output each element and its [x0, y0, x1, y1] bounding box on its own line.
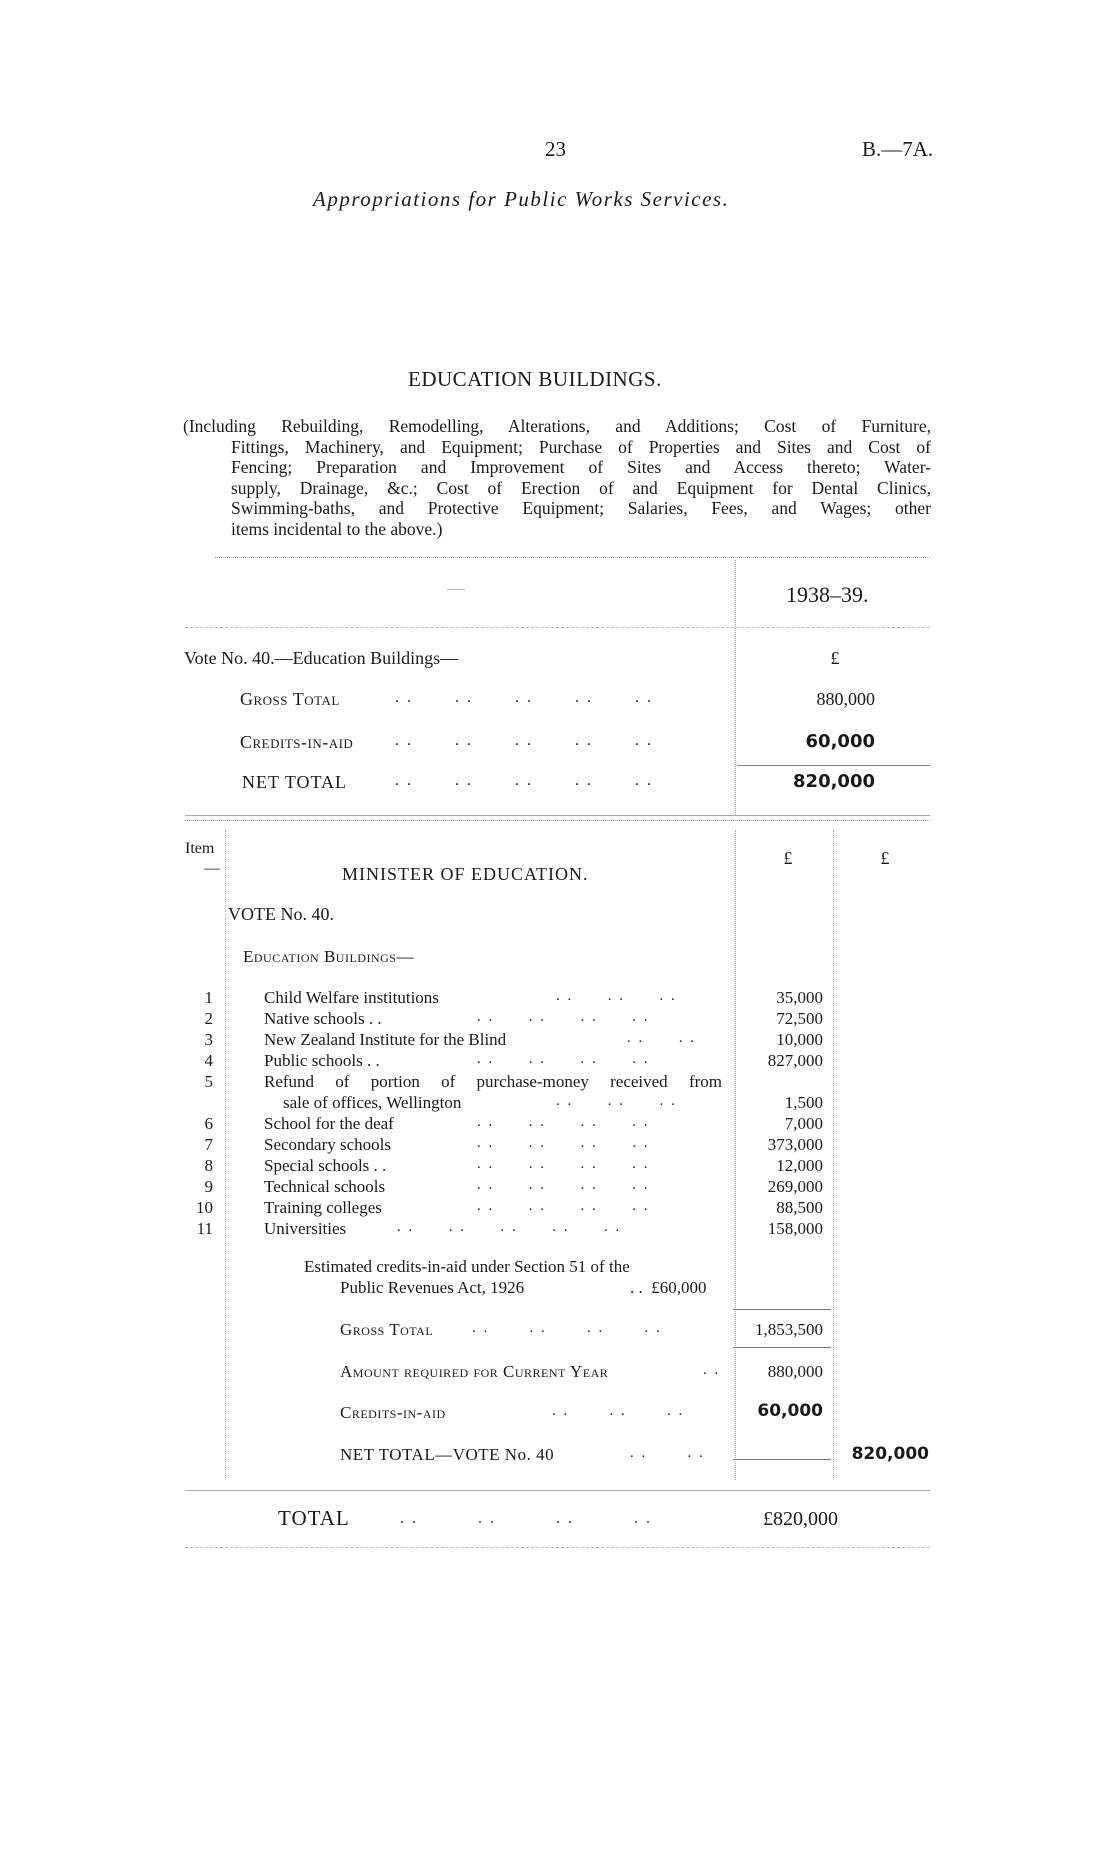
gross-total-dots: . . . . . . . .: [472, 1320, 662, 1336]
item-value: 158,000: [767, 1219, 823, 1238]
item-dots: . . . .: [627, 1030, 696, 1046]
item-label: Public schools . .: [264, 1051, 380, 1070]
item-number: 2: [204, 1009, 213, 1028]
item-number: 3: [204, 1030, 213, 1049]
estimated-credits-amount: . . £60,000: [630, 1278, 707, 1297]
description-line: items incidental to the above.): [231, 518, 443, 539]
description-line: Fittings, Machinery, and Equipment; Purchase of Properties and Sites and Cost of: [231, 436, 931, 457]
vote-label: Vote No. 40.—Education Buildings—: [184, 648, 459, 668]
item-header-dash: —: [204, 860, 220, 877]
net-total-vote-value: 820,000: [851, 1444, 929, 1464]
summary-net-rule: [737, 765, 930, 766]
amount-required-dots: . .: [703, 1362, 721, 1378]
grand-total-dots: . . . . . . . .: [400, 1510, 652, 1527]
item-header: Item: [185, 840, 215, 857]
item-dots: . . . . . . . . . .: [397, 1219, 622, 1235]
item-label: Training colleges: [264, 1198, 382, 1217]
item-number: 1: [204, 988, 213, 1007]
summary-gross-total-label: Gross Total: [240, 689, 340, 709]
item-dots: . . . . . . . .: [477, 1051, 650, 1067]
footer-bottom-rule: [185, 1547, 930, 1548]
detail-currency-1: £: [783, 848, 793, 868]
item-label: Universities: [264, 1219, 347, 1238]
item-label: Secondary schools: [264, 1135, 392, 1154]
description-line: supply, Drainage, &c.; Cost of Erection of and Equipment for Dental Clinics,: [231, 477, 931, 498]
item-label: Technical schools: [264, 1177, 386, 1196]
amount-required-value: 880,000: [767, 1362, 823, 1381]
detail-item-column-rule: [225, 830, 226, 1480]
item-value: 35,000: [776, 988, 823, 1007]
item-number: 10: [196, 1198, 213, 1217]
item-value: 269,000: [767, 1177, 823, 1196]
vote-heading: VOTE No. 40.: [228, 904, 334, 924]
detail-currency-2: £: [880, 848, 890, 868]
item-value: 1,500: [784, 1093, 823, 1112]
item-number: 6: [204, 1114, 213, 1133]
item-label: New Zealand Institute for the Blind: [264, 1030, 507, 1049]
item-number: 11: [196, 1219, 213, 1238]
credits-in-aid-label: Credits-in-aid: [340, 1403, 446, 1422]
item-value: 7,000: [784, 1114, 823, 1133]
item-number: 7: [204, 1135, 213, 1154]
item-dots: . . . . . .: [556, 1093, 677, 1109]
gross-total-label: Gross Total: [340, 1320, 434, 1339]
detail-sub-heading: Education Buildings—: [243, 947, 414, 966]
detail-amount1-column-rule: [735, 830, 736, 1480]
item-value: 72,500: [776, 1009, 823, 1028]
description-line: (Including Rebuilding, Remodelling, Alterations, and Additions; Cost of Furniture,: [183, 416, 931, 436]
description-line: Swimming-baths, and Protective Equipment; Salaries, Fees, and Wages; other: [231, 498, 931, 519]
summary-column-rule: [735, 560, 736, 815]
item-number: 9: [204, 1177, 213, 1196]
item-dots: . . . . . . . .: [477, 1156, 650, 1172]
amount-required-label: Amount required for Current Year: [340, 1362, 609, 1381]
gross-total-top-rule: [733, 1309, 831, 1310]
year-header: 1938–39.: [786, 582, 869, 607]
summary-bottom-rule: [185, 815, 930, 816]
summary-credits-dots: . . . . . . . . . .: [395, 732, 653, 749]
item-dots: . . . . . . . .: [477, 1198, 650, 1214]
gross-total-bottom-rule: [733, 1347, 831, 1348]
summary-net-total-dots: . . . . . . . . . .: [395, 772, 653, 789]
item-dots: . . . . . . . .: [477, 1009, 650, 1025]
page-subtitle: Appropriations for Public Works Services.: [313, 187, 730, 211]
net-total-vote-dots: . . . .: [630, 1445, 705, 1461]
item-value: 373,000: [767, 1135, 823, 1154]
summary-currency: £: [830, 648, 840, 668]
item-number: 4: [204, 1051, 213, 1070]
item-value: 88,500: [776, 1198, 823, 1217]
net-total-rule: [733, 1459, 831, 1460]
item-value: 827,000: [767, 1051, 823, 1070]
summary-net-total-value: 820,000: [793, 771, 875, 792]
summary-gross-total-value: 880,000: [816, 689, 875, 709]
item-label: Native schools . .: [264, 1009, 382, 1028]
summary-header-rule: [185, 627, 930, 628]
summary-top-rule: [215, 557, 930, 558]
item-dots: . . . . . . . .: [477, 1114, 650, 1130]
grand-total-value: £820,000: [763, 1508, 838, 1530]
page-number: 23: [545, 137, 566, 161]
section-title: EDUCATION BUILDINGS.: [408, 367, 662, 391]
item-dots: . . . . . . . .: [477, 1177, 650, 1193]
section-description: [183, 416, 931, 540]
gross-total-value: 1,853,500: [755, 1320, 823, 1339]
detail-amount2-column-rule: [833, 830, 834, 1480]
summary-net-total-label: NET TOTAL: [242, 772, 348, 792]
item-dots: . . . . . . . .: [477, 1135, 650, 1151]
grand-total-label: TOTAL: [278, 1506, 350, 1530]
credits-in-aid-dots: . . . . . .: [552, 1403, 685, 1419]
summary-dash: —: [447, 578, 465, 598]
summary-gross-total-dots: . . . . . . . . . .: [395, 689, 653, 706]
description-line: Fencing; Preparation and Improvement of Sites and Access thereto; Water-: [231, 457, 931, 478]
detail-bottom-rule: [185, 1490, 930, 1491]
item-label: Child Welfare institutions: [264, 988, 439, 1007]
minister-heading: MINISTER OF EDUCATION.: [342, 864, 589, 884]
credits-in-aid-value: 60,000: [757, 1401, 823, 1421]
item-number: 8: [204, 1156, 213, 1175]
net-total-vote-label: NET TOTAL—VOTE No. 40: [340, 1445, 555, 1464]
document-reference: B.—7A.: [862, 137, 934, 161]
item-label: Refund of portion of purchase-money received from: [264, 1072, 722, 1091]
summary-credits-label: Credits-in-aid: [240, 732, 354, 752]
item-value: 10,000: [776, 1030, 823, 1049]
item-value: 12,000: [776, 1156, 823, 1175]
item-number: 5: [204, 1072, 213, 1091]
summary-credits-value: 60,000: [805, 731, 875, 752]
estimated-credits-line2: Public Revenues Act, 1926: [340, 1278, 525, 1297]
item-label: School for the deaf: [264, 1114, 394, 1133]
item-dots: . . . . . .: [556, 988, 677, 1004]
summary-bottom-rule-2: [185, 820, 930, 821]
item-label: sale of offices, Wellington: [283, 1093, 462, 1112]
estimated-credits-line1: Estimated credits-in-aid under Section 51 of the: [304, 1257, 630, 1276]
item-label: Special schools . .: [264, 1156, 387, 1175]
